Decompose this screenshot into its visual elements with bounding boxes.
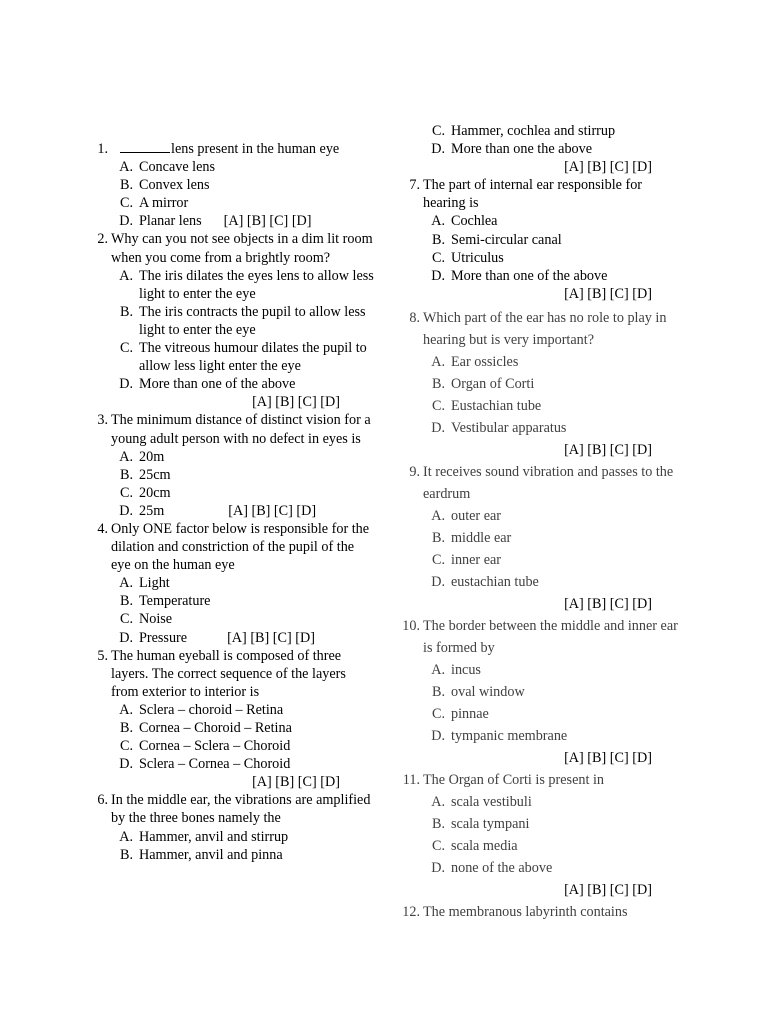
questions-8-12 [398, 307, 688, 923]
answer-choices: [A] [B] [C] [D] [564, 595, 652, 612]
option-b: B. 25cm [119, 466, 171, 483]
option-a: A. Hammer, anvil and stirrup [119, 828, 289, 845]
question-text: The part of internal ear responsible for hearing is [423, 177, 643, 212]
question-text: The human eyeball is composed of three layers. The correct sequence of the layers from exterior to interior is [111, 647, 346, 700]
answer-choices: [A] [B] [C] [D] [564, 441, 652, 458]
question-number: 10. [402, 617, 420, 634]
option-c: C. The vitreous humour dilates the pupil to allow less light enter the eye [119, 340, 367, 375]
question-number: 11. [402, 771, 420, 788]
option-d: D. Vestibular apparatus [431, 419, 567, 436]
option-d: D. More than one the above [431, 141, 593, 158]
option-b: B. Cornea – Choroid – Retina [119, 720, 292, 736]
question-1 [86, 140, 376, 158]
left-column [86, 140, 376, 864]
question-number: 2. [97, 231, 108, 248]
option-c: C. 20cm [119, 484, 171, 501]
option-c: C. inner ear [431, 551, 502, 568]
answer-choices: [A] [B] [C] [D] [564, 749, 652, 766]
option-b: B. scala tympani [431, 815, 530, 832]
question-number: 3. [97, 412, 108, 429]
option-d: D. none of the above [431, 859, 553, 876]
question-number: 12. [402, 903, 420, 920]
option-c: C. Eustachian tube [431, 397, 542, 414]
answer-choices: [A] [B] [C] [D] [564, 159, 652, 176]
option-b: B. middle ear [431, 529, 512, 546]
option-d: D. Pressure [A] [B] [C] [D] [119, 629, 315, 646]
option-d: D. More than one of the above [119, 376, 296, 393]
question-6 [86, 791, 376, 827]
question-number: 6. [97, 792, 108, 809]
question-4 [86, 520, 376, 574]
question-text: In the middle ear, the vibrations are amplified by the three bones namely the [111, 792, 371, 827]
question-11 [398, 769, 688, 791]
option-a: A. Concave lens [119, 159, 216, 176]
option-c: C. Noise [119, 611, 173, 628]
question-number: 8. [409, 309, 420, 326]
question-7 [398, 176, 688, 212]
question-2 [86, 230, 376, 266]
option-a: A. Light [119, 575, 170, 592]
question-10 [398, 615, 688, 659]
option-b: B. Convex lens [119, 177, 210, 194]
question-number: 7. [409, 177, 420, 194]
answer-choices: [A] [B] [C] [D] [564, 881, 652, 898]
option-d: D. tympanic membrane [431, 727, 568, 744]
option-a: A. scala vestibuli [431, 793, 532, 810]
option-a: A. Cochlea [431, 213, 498, 230]
question-text: The border between the middle and inner ear is formed by [423, 617, 678, 656]
question-text: lens present in the human eye [171, 141, 340, 157]
question-text: It receives sound vibration and passes to the eardrum [423, 463, 674, 502]
question-text: Which part of the ear has no role to play in hearing but is very important? [423, 309, 667, 348]
question-text: The minimum distance of distinct vision for a young adult person with no defect in eyes is [111, 412, 371, 447]
option-a: A. Ear ossicles [431, 353, 519, 370]
answer-choices: [A] [B] [C] [D] [228, 502, 317, 519]
option-b: B. oval window [431, 683, 525, 700]
answer-choices: [A] [B] [C] [D] [223, 213, 312, 230]
question-12 [398, 901, 688, 923]
option-c: C. pinnae [431, 705, 489, 722]
question-text: The Organ of Corti is present in [423, 771, 604, 788]
option-b: B. Organ of Corti [431, 375, 535, 392]
option-c: C. Utriculus [431, 249, 504, 266]
question-text: Why can you not see objects in a dim lit room when you come from a brightly room? [111, 231, 373, 266]
question-3 [86, 411, 376, 447]
option-b: B. Semi-circular canal [431, 231, 562, 248]
option-a: A. 20m [119, 448, 165, 465]
option-b: B. Hammer, anvil and pinna [119, 846, 283, 863]
question-number: 4. [97, 520, 108, 537]
right-column [398, 122, 688, 923]
option-a: A. The iris dilates the eyes lens to allow less light to enter the eye [119, 267, 374, 302]
question-number: 9. [409, 463, 420, 480]
option-b: B. The iris contracts the pupil to allow less light to enter the eye [119, 303, 366, 338]
answer-choices: [A] [B] [C] [D] [564, 285, 652, 302]
option-d: D. Sclera – Cornea – Choroid [119, 756, 291, 773]
question-9 [398, 461, 688, 505]
option-a: A. incus [431, 661, 481, 678]
question-number: 1. [97, 141, 108, 157]
option-a: A. outer ear [431, 507, 502, 524]
question-number: 5. [97, 647, 108, 664]
option-d: D. More than one of the above [431, 267, 608, 284]
option-d: D. 25m [A] [B] [C] [D] [119, 502, 317, 519]
blank-line [120, 141, 171, 157]
option-d: D. eustachian tube [431, 573, 539, 590]
option-c: C. Cornea – Sclera – Choroid [119, 738, 291, 755]
answer-choices: [A] [B] [C] [D] [252, 774, 340, 791]
question-text: Only ONE factor below is responsible for the dilation and constriction of the pupil of the eye on the human eye [111, 520, 370, 574]
option-b: B. Temperature [119, 593, 211, 610]
answer-choices: [A] [B] [C] [D] [252, 394, 340, 411]
answer-choices: [A] [B] [C] [D] [227, 629, 315, 646]
question-8 [398, 307, 688, 351]
option-c: C. scala media [431, 837, 518, 854]
question-5 [86, 647, 376, 701]
option-c: C. Hammer, cochlea and stirrup [431, 123, 616, 139]
option-a: A. Sclera – choroid – Retina [119, 701, 284, 718]
option-c: C. A mirror [119, 195, 189, 212]
option-d: D. Planar lens [A] [B] [C] [D] [119, 213, 312, 230]
question-text: The membranous labyrinth contains [423, 903, 628, 920]
